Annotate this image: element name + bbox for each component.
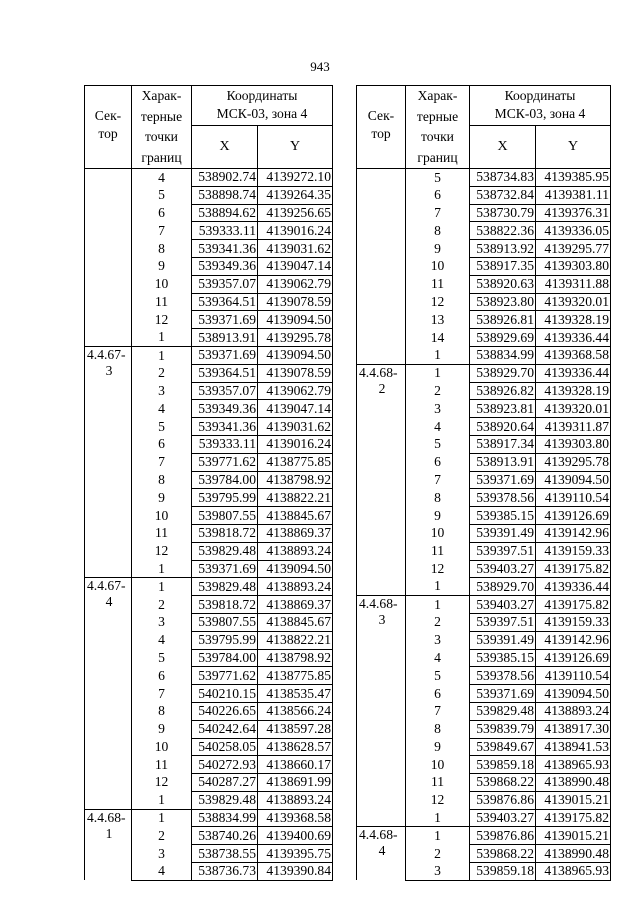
y-coordinate: 4139320.01: [536, 293, 611, 311]
x-coordinate: 539868.22: [470, 774, 536, 792]
point-number: 8: [132, 702, 192, 720]
y-coordinate: 4138597.28: [258, 720, 333, 738]
x-coordinate: 538894.62: [192, 204, 258, 222]
y-coordinate: 4139295.78: [258, 329, 333, 347]
point-number: 7: [132, 685, 192, 703]
sector-header-line: тор: [371, 126, 391, 141]
point-number: 2: [406, 613, 470, 631]
point-number: 10: [132, 507, 192, 525]
point-number: 6: [132, 435, 192, 453]
x-coordinate: 539771.62: [192, 453, 258, 471]
y-coordinate: 4138869.37: [258, 524, 333, 542]
x-coordinate: 539807.55: [192, 613, 258, 631]
x-coordinate: 538913.91: [192, 329, 258, 347]
point-number: 3: [406, 400, 470, 418]
x-coordinate: 539829.48: [470, 702, 536, 720]
x-coordinate: 538923.81: [470, 400, 536, 418]
table-row: [357, 364, 611, 382]
y-coordinate: 4139094.50: [536, 685, 611, 703]
point-number: 8: [406, 222, 470, 240]
x-coordinate: 539341.36: [192, 240, 258, 258]
y-coordinate: 4138628.57: [258, 738, 333, 756]
y-coordinate: 4139047.14: [258, 400, 333, 418]
x-coordinate: 538920.64: [470, 418, 536, 436]
sector-header-line: Сек-: [367, 108, 395, 123]
point-number: 9: [132, 489, 192, 507]
point-number: 7: [406, 204, 470, 222]
point-number: 3: [132, 613, 192, 631]
y-coordinate: 4139175.82: [536, 809, 611, 827]
x-coordinate: 540258.05: [192, 738, 258, 756]
x-coordinate: 539333.11: [192, 435, 258, 453]
y-coordinate: 4139015.21: [536, 791, 611, 809]
x-coordinate: 539371.69: [192, 346, 258, 364]
point-number: 1: [406, 596, 470, 614]
y-coordinate: 4138775.85: [258, 453, 333, 471]
y-coordinate: 4139376.31: [536, 204, 611, 222]
point-number: 8: [132, 471, 192, 489]
coords-header-line: МСК-03, зона 4: [216, 106, 308, 121]
point-number: 6: [406, 186, 470, 204]
point-number: 4: [132, 400, 192, 418]
y-coordinate: 4139062.79: [258, 275, 333, 293]
y-coordinate: 4139385.95: [536, 169, 611, 187]
y-coordinate: 4139328.19: [536, 382, 611, 400]
x-coordinate: 538923.80: [470, 293, 536, 311]
point-number: 1: [132, 560, 192, 578]
point-number: 2: [132, 827, 192, 845]
y-coordinate: 4139303.80: [536, 257, 611, 275]
point-number: 2: [132, 364, 192, 382]
point-number: 12: [406, 293, 470, 311]
x-coordinate: 539784.00: [192, 649, 258, 667]
x-coordinate: 540210.15: [192, 685, 258, 703]
y-coordinate: 4139336.05: [536, 222, 611, 240]
x-coordinate: 538834.99: [470, 346, 536, 364]
points-header-line: границ: [141, 149, 182, 165]
point-number: 11: [132, 524, 192, 542]
point-number: 6: [406, 685, 470, 703]
point-number: 5: [132, 418, 192, 436]
y-coordinate: 4139159.33: [536, 542, 611, 560]
point-number: 7: [132, 453, 192, 471]
y-coordinate: 4139390.84: [258, 863, 333, 881]
point-number: 12: [406, 791, 470, 809]
table-row: [357, 169, 611, 187]
y-coordinate: 4139368.58: [258, 809, 333, 827]
point-number: 9: [406, 240, 470, 258]
point-number: 14: [406, 329, 470, 347]
point-number: 7: [406, 471, 470, 489]
points-header: [132, 86, 192, 169]
sector-label: 4.4.68-: [87, 809, 126, 825]
x-coordinate: 539371.69: [470, 471, 536, 489]
x-coordinate: 539371.69: [192, 311, 258, 329]
point-number: 5: [406, 169, 470, 187]
x-coordinate: 538822.36: [470, 222, 536, 240]
x-coordinate: 539364.51: [192, 293, 258, 311]
y-coordinate: 4139126.69: [536, 507, 611, 525]
x-coordinate: 539391.49: [470, 524, 536, 542]
table-row: [85, 346, 333, 364]
y-coordinate: 4138691.99: [258, 774, 333, 792]
point-number: 6: [132, 204, 192, 222]
y-coordinate: 4139078.59: [258, 293, 333, 311]
points-header-line: точки: [421, 129, 454, 144]
point-number: 8: [132, 240, 192, 258]
sector-label: 1: [105, 825, 113, 841]
x-coordinate: 539333.11: [192, 222, 258, 240]
point-number: 9: [406, 507, 470, 525]
point-number: 10: [406, 524, 470, 542]
x-coordinate: 539397.51: [470, 613, 536, 631]
point-number: 10: [132, 738, 192, 756]
y-coordinate: 4139336.44: [536, 329, 611, 347]
x-coordinate: 540242.64: [192, 720, 258, 738]
x-coordinate: 538734.83: [470, 169, 536, 187]
point-number: 10: [132, 275, 192, 293]
points-header-line: терные: [140, 108, 183, 124]
sector-cell: [357, 169, 406, 365]
x-coordinate: 539829.48: [192, 791, 258, 809]
x-coordinate: 538834.99: [192, 809, 258, 827]
table-row: [357, 596, 611, 614]
y-coordinate: 4139381.11: [536, 186, 611, 204]
point-number: 5: [406, 435, 470, 453]
sector-header: [85, 86, 132, 169]
point-number: 11: [406, 275, 470, 293]
y-coordinate: 4139126.69: [536, 649, 611, 667]
x-coordinate: 538926.82: [470, 382, 536, 400]
y-coordinate: 4139094.50: [258, 311, 333, 329]
sector-label: 3: [378, 612, 386, 628]
y-coordinate: 4139016.24: [258, 435, 333, 453]
y-coordinate: 4138990.48: [536, 774, 611, 792]
points-header-line: точки: [145, 129, 178, 144]
y-coordinate: 4138798.92: [258, 649, 333, 667]
point-number: 11: [406, 774, 470, 792]
y-coordinate: 4138845.67: [258, 613, 333, 631]
points-header-line: Харак-: [417, 88, 458, 103]
point-number: 5: [132, 186, 192, 204]
point-number: 3: [132, 845, 192, 863]
point-number: 5: [406, 667, 470, 685]
point-number: 12: [132, 774, 192, 792]
x-coordinate: 538740.26: [192, 827, 258, 845]
y-coordinate: 4138917.30: [536, 720, 611, 738]
point-number: 4: [132, 863, 192, 881]
y-coordinate: 4139264.35: [258, 186, 333, 204]
y-coordinate: 4139159.33: [536, 613, 611, 631]
point-number: 8: [406, 720, 470, 738]
point-number: 4: [406, 418, 470, 436]
x-coordinate: 538917.34: [470, 435, 536, 453]
point-number: 1: [406, 364, 470, 382]
x-header: X: [192, 126, 258, 169]
points-header-line: границ: [417, 149, 458, 165]
y-coordinate: 4138965.93: [536, 756, 611, 774]
coords-header-line: Координаты: [504, 88, 576, 103]
point-number: 3: [406, 863, 470, 881]
y-coordinate: 4139094.50: [536, 471, 611, 489]
x-coordinate: 539349.36: [192, 257, 258, 275]
x-coordinate: 539829.48: [192, 542, 258, 560]
coords-header: [192, 86, 333, 126]
y-coordinate: 4138990.48: [536, 845, 611, 863]
x-coordinate: 539849.67: [470, 738, 536, 756]
point-number: 1: [406, 578, 470, 596]
point-number: 1: [132, 329, 192, 347]
point-number: 2: [406, 845, 470, 863]
x-coordinate: 538902.74: [192, 169, 258, 187]
x-coordinate: 539378.56: [470, 489, 536, 507]
x-coordinate: 539357.07: [192, 275, 258, 293]
sector-label: 4.4.68-: [359, 364, 398, 380]
point-number: 1: [132, 346, 192, 364]
point-number: 12: [132, 542, 192, 560]
sector-header-line: Сек-: [94, 108, 122, 123]
sector-label: 3: [105, 362, 113, 378]
page-number: 943: [310, 59, 330, 74]
point-number: 6: [132, 667, 192, 685]
y-coordinate: 4139031.62: [258, 418, 333, 436]
sector-label: 4.4.68-: [359, 596, 398, 612]
points-header-line: терные: [416, 108, 459, 124]
x-coordinate: 539795.99: [192, 631, 258, 649]
x-coordinate: 539403.27: [470, 809, 536, 827]
coords-header-line: Координаты: [226, 88, 298, 103]
y-coordinate: 4139175.82: [536, 596, 611, 614]
x-coordinate: 539876.86: [470, 791, 536, 809]
x-coordinate: 539341.36: [192, 418, 258, 436]
y-coordinate: 4138965.93: [536, 863, 611, 881]
y-coordinate: 4139272.10: [258, 169, 333, 187]
point-number: 12: [406, 560, 470, 578]
y-coordinate: 4139311.87: [536, 418, 611, 436]
point-number: 5: [132, 649, 192, 667]
x-coordinate: 539807.55: [192, 507, 258, 525]
y-coordinate: 4139094.50: [258, 346, 333, 364]
y-coordinate: 4139015.21: [536, 827, 611, 845]
table-body: [85, 169, 333, 881]
y-coordinate: 4139094.50: [258, 560, 333, 578]
point-number: 11: [406, 542, 470, 560]
y-coordinate: 4138535.47: [258, 685, 333, 703]
y-coordinate: 4138822.21: [258, 631, 333, 649]
x-coordinate: 539829.48: [192, 578, 258, 596]
y-coordinate: 4139336.44: [536, 364, 611, 382]
x-coordinate: 538730.79: [470, 204, 536, 222]
point-number: 2: [406, 382, 470, 400]
y-coordinate: 4138845.67: [258, 507, 333, 525]
y-coordinate: 4138869.37: [258, 596, 333, 614]
y-coordinate: 4138893.24: [258, 578, 333, 596]
point-number: 11: [132, 756, 192, 774]
x-coordinate: 539403.27: [470, 560, 536, 578]
x-coordinate: 539859.18: [470, 863, 536, 881]
point-number: 4: [132, 631, 192, 649]
table-row: [85, 578, 333, 596]
x-coordinate: 539868.22: [470, 845, 536, 863]
point-number: 7: [132, 222, 192, 240]
y-coordinate: 4139395.75: [258, 845, 333, 863]
sector-label: 4.4.67-: [87, 346, 126, 362]
point-number: 10: [406, 756, 470, 774]
x-coordinate: 538929.70: [470, 364, 536, 382]
point-number: 9: [132, 720, 192, 738]
y-coordinate: 4139368.58: [536, 346, 611, 364]
y-coordinate: 4139062.79: [258, 382, 333, 400]
sector-label: 4: [105, 594, 113, 610]
y-coordinate: 4139320.01: [536, 400, 611, 418]
y-coordinate: 4139295.77: [536, 240, 611, 258]
x-coordinate: 538732.84: [470, 186, 536, 204]
sector-label: 4.4.67-: [87, 578, 126, 594]
point-number: 1: [132, 809, 192, 827]
y-coordinate: 4139303.80: [536, 435, 611, 453]
y-header: Y: [536, 126, 611, 169]
y-header: Y: [258, 126, 333, 169]
point-number: 3: [406, 631, 470, 649]
x-coordinate: 539397.51: [470, 542, 536, 560]
point-number: 12: [132, 311, 192, 329]
x-coordinate: 539859.18: [470, 756, 536, 774]
point-number: 8: [406, 489, 470, 507]
point-number: 1: [406, 346, 470, 364]
point-number: 1: [406, 809, 470, 827]
point-number: 9: [132, 257, 192, 275]
coordinates-table-right: [356, 85, 611, 881]
sector-label: 4: [378, 843, 386, 859]
sector-label: 2: [378, 380, 386, 396]
sector-cell: [85, 809, 132, 880]
sector-label: 4.4.68-: [359, 827, 398, 843]
point-number: 2: [132, 596, 192, 614]
coordinates-table-left: [84, 85, 333, 881]
y-coordinate: 4139311.88: [536, 275, 611, 293]
x-coordinate: 540226.65: [192, 702, 258, 720]
y-coordinate: 4139142.96: [536, 631, 611, 649]
y-coordinate: 4138941.53: [536, 738, 611, 756]
sector-cell: [85, 169, 132, 347]
sector-cell: [357, 596, 406, 827]
y-coordinate: 4138566.24: [258, 702, 333, 720]
x-coordinate: 539371.69: [470, 685, 536, 703]
y-coordinate: 4139175.82: [536, 560, 611, 578]
y-coordinate: 4139078.59: [258, 364, 333, 382]
point-number: 7: [406, 702, 470, 720]
y-coordinate: 4138822.21: [258, 489, 333, 507]
y-coordinate: 4138775.85: [258, 667, 333, 685]
y-coordinate: 4138893.24: [536, 702, 611, 720]
x-coordinate: 538917.35: [470, 257, 536, 275]
y-coordinate: 4139256.65: [258, 204, 333, 222]
y-coordinate: 4139336.44: [536, 578, 611, 596]
sector-cell: [85, 578, 132, 809]
y-coordinate: 4138660.17: [258, 756, 333, 774]
point-number: 3: [132, 382, 192, 400]
x-coordinate: 540272.93: [192, 756, 258, 774]
y-coordinate: 4139400.69: [258, 827, 333, 845]
y-coordinate: 4138798.92: [258, 471, 333, 489]
x-coordinate: 540287.27: [192, 774, 258, 792]
point-number: 1: [132, 578, 192, 596]
x-coordinate: 539403.27: [470, 596, 536, 614]
y-coordinate: 4139110.54: [536, 667, 611, 685]
sector-header: [357, 86, 406, 169]
point-number: 6: [406, 453, 470, 471]
y-coordinate: 4139328.19: [536, 311, 611, 329]
point-number: 11: [132, 293, 192, 311]
point-number: 9: [406, 738, 470, 756]
x-coordinate: 538913.91: [470, 453, 536, 471]
point-number: 13: [406, 311, 470, 329]
y-coordinate: 4139047.14: [258, 257, 333, 275]
x-coordinate: 539364.51: [192, 364, 258, 382]
x-coordinate: 539371.69: [192, 560, 258, 578]
y-coordinate: 4139295.78: [536, 453, 611, 471]
x-coordinate: 539378.56: [470, 667, 536, 685]
sector-cell: [85, 346, 132, 577]
sector-header-line: тор: [98, 126, 118, 141]
x-header: X: [470, 126, 536, 169]
y-coordinate: 4138893.24: [258, 791, 333, 809]
x-coordinate: 538929.70: [470, 578, 536, 596]
x-coordinate: 539876.86: [470, 827, 536, 845]
x-coordinate: 539385.15: [470, 649, 536, 667]
point-number: 1: [406, 827, 470, 845]
point-number: 4: [406, 649, 470, 667]
y-coordinate: 4139031.62: [258, 240, 333, 258]
x-coordinate: 538738.55: [192, 845, 258, 863]
x-coordinate: 538736.73: [192, 863, 258, 881]
x-coordinate: 539771.62: [192, 667, 258, 685]
point-number: 4: [132, 169, 192, 187]
x-coordinate: 539839.79: [470, 720, 536, 738]
point-number: 1: [132, 791, 192, 809]
sector-cell: [357, 364, 406, 595]
x-coordinate: 539818.72: [192, 524, 258, 542]
x-coordinate: 538913.92: [470, 240, 536, 258]
points-header-line: Харак-: [141, 88, 182, 103]
x-coordinate: 539385.15: [470, 507, 536, 525]
x-coordinate: 538920.63: [470, 275, 536, 293]
points-header: [406, 86, 470, 169]
coords-header-line: МСК-03, зона 4: [494, 106, 586, 121]
y-coordinate: 4139110.54: [536, 489, 611, 507]
sector-cell: [357, 827, 406, 880]
table-row: [85, 809, 333, 827]
x-coordinate: 538926.81: [470, 311, 536, 329]
x-coordinate: 538898.74: [192, 186, 258, 204]
table-row: [357, 827, 611, 845]
y-coordinate: 4139016.24: [258, 222, 333, 240]
y-coordinate: 4139142.96: [536, 524, 611, 542]
x-coordinate: 539349.36: [192, 400, 258, 418]
x-coordinate: 539391.49: [470, 631, 536, 649]
point-number: 10: [406, 257, 470, 275]
table-row: [85, 169, 333, 187]
x-coordinate: 539784.00: [192, 471, 258, 489]
x-coordinate: 538929.69: [470, 329, 536, 347]
x-coordinate: 539818.72: [192, 596, 258, 614]
y-coordinate: 4138893.24: [258, 542, 333, 560]
x-coordinate: 539357.07: [192, 382, 258, 400]
table-body: [357, 169, 611, 881]
coords-header: [470, 86, 611, 126]
x-coordinate: 539795.99: [192, 489, 258, 507]
